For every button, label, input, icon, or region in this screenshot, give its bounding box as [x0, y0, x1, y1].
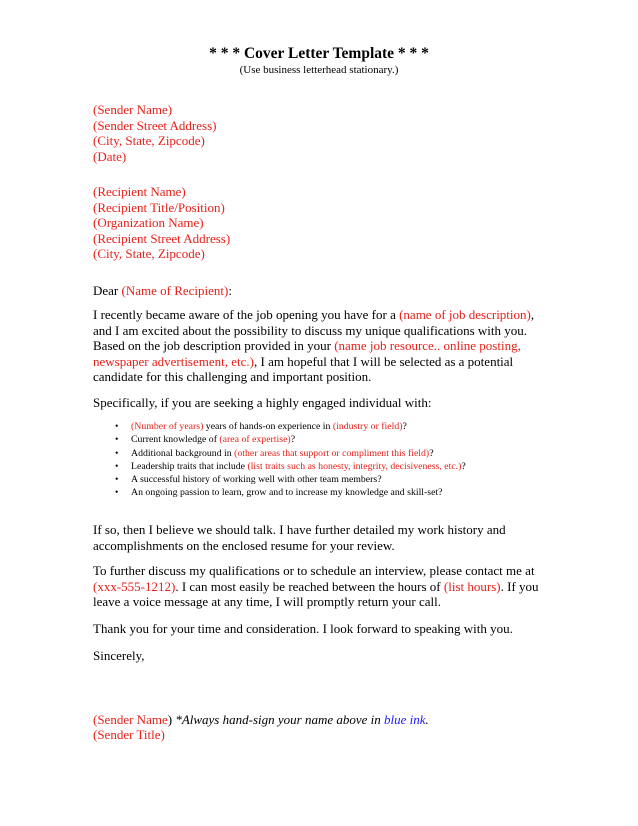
signature-blue-ink: blue ink	[384, 712, 426, 727]
list-text: An ongoing passion to learn, grow and to increase my knowledge and skill-set?	[131, 487, 443, 499]
sender-name: (Sender Name)	[93, 102, 173, 117]
list-item	[93, 433, 613, 446]
recipient-title: (Recipient Title/Position)	[93, 199, 225, 215]
list-text: Current knowledge of	[131, 434, 220, 446]
bullet-icon: •	[115, 460, 119, 472]
paragraph-thanks: Thank you for your time and consideration. I look forward to speaking with you.	[93, 621, 513, 636]
paragraph-text: . I can most easily be reached between the hours of	[175, 578, 444, 594]
placeholder-traits: (list traits such as honesty, integrity, decisiveness, etc.)	[247, 460, 462, 472]
paragraph-text: . If you leave a voice message at any time, I will promptly return your call.	[93, 578, 539, 609]
list-item	[93, 420, 613, 433]
sender-address-block	[93, 102, 216, 164]
placeholder-phone: (xxx-555-1212)	[93, 578, 176, 594]
list-text: ?	[402, 421, 407, 432]
page-title: * * * Cover Letter Template * * *	[209, 45, 429, 62]
recipient-street: (Recipient Street Address)	[93, 230, 231, 246]
recipient-name: (Recipient Name)	[93, 184, 186, 199]
list-item	[93, 486, 613, 499]
recipient-address-block	[93, 184, 230, 262]
salutation-suffix: :	[228, 283, 232, 298]
placeholder-years: (Number of years)	[131, 421, 204, 432]
list-item	[93, 473, 613, 486]
list-item	[93, 447, 613, 460]
sender-street: (Sender Street Address)	[93, 117, 217, 133]
placeholder-industry: (industry or field)	[332, 421, 403, 432]
salutation-prefix: Dear	[93, 283, 122, 298]
signature-note: *Always hand-sign your name above in	[172, 712, 385, 727]
signature-sender-name: (Sender Name	[93, 712, 168, 727]
list-text: A successful history of working well with other team members?	[131, 474, 382, 486]
bullet-icon: •	[115, 447, 119, 459]
paragraph-text: To further discuss my qualifications or to schedule an interview, please contact me at	[93, 563, 535, 578]
paragraph-talk: If so, then I believe we should talk. I have further detailed my work history and accomplishments on the enclosed resume for your review.	[93, 522, 506, 553]
paragraph-specifically: Specifically, if you are seeking a highly engaged individual with:	[93, 395, 432, 410]
salutation-recipient: (Name of Recipient)	[121, 283, 229, 298]
list-text: Leadership traits that include	[131, 460, 248, 472]
placeholder-job-description: (name of job description)	[399, 307, 531, 322]
recipient-city: (City, State, Zipcode)	[93, 246, 205, 261]
list-text: years of hands-on experience in	[203, 421, 333, 432]
list-text: ?	[290, 434, 296, 446]
signature-line	[93, 712, 429, 728]
bullet-icon: •	[115, 487, 119, 499]
placeholder-hours: (list hours)	[443, 578, 501, 594]
placeholder-job-resource: (name job resource.. online posting, newspaper advertisement, etc.)	[93, 338, 521, 369]
paragraph-intro	[93, 307, 553, 385]
signature-paren: )	[167, 712, 173, 727]
bullet-icon: •	[115, 474, 119, 486]
letter-date: (Date)	[93, 148, 127, 164]
list-text: ?	[429, 447, 434, 459]
placeholder-other-areas: (other areas that support or compliment this field)	[234, 447, 430, 459]
page-subtitle: (Use business letterhead stationary.)	[239, 64, 399, 76]
qualifications-list	[93, 420, 613, 500]
paragraph-text: I recently became aware of the job opening you have for a	[93, 307, 400, 322]
closing: Sincerely,	[93, 648, 145, 663]
signature-sender-title: (Sender Title)	[93, 727, 165, 742]
paragraph-text: , and I am excited about the possibility to discuss my unique qualifications with you. Based on the job description provided in your	[93, 307, 535, 353]
bullet-icon: •	[115, 421, 119, 432]
sender-city: (City, State, Zipcode)	[93, 133, 205, 148]
paragraph-text: , I am hopeful that I will be selected as a potential candidate for this challenging and important position.	[93, 353, 514, 384]
paragraph-contact	[93, 563, 553, 610]
placeholder-expertise: (area of expertise)	[219, 434, 291, 446]
list-text: ?	[461, 460, 466, 472]
bullet-icon: •	[115, 434, 119, 446]
signature-period: .	[425, 712, 429, 727]
list-text: Additional background in	[131, 447, 235, 459]
list-item	[93, 460, 613, 473]
salutation	[93, 283, 232, 299]
recipient-organization: (Organization Name)	[93, 215, 204, 230]
